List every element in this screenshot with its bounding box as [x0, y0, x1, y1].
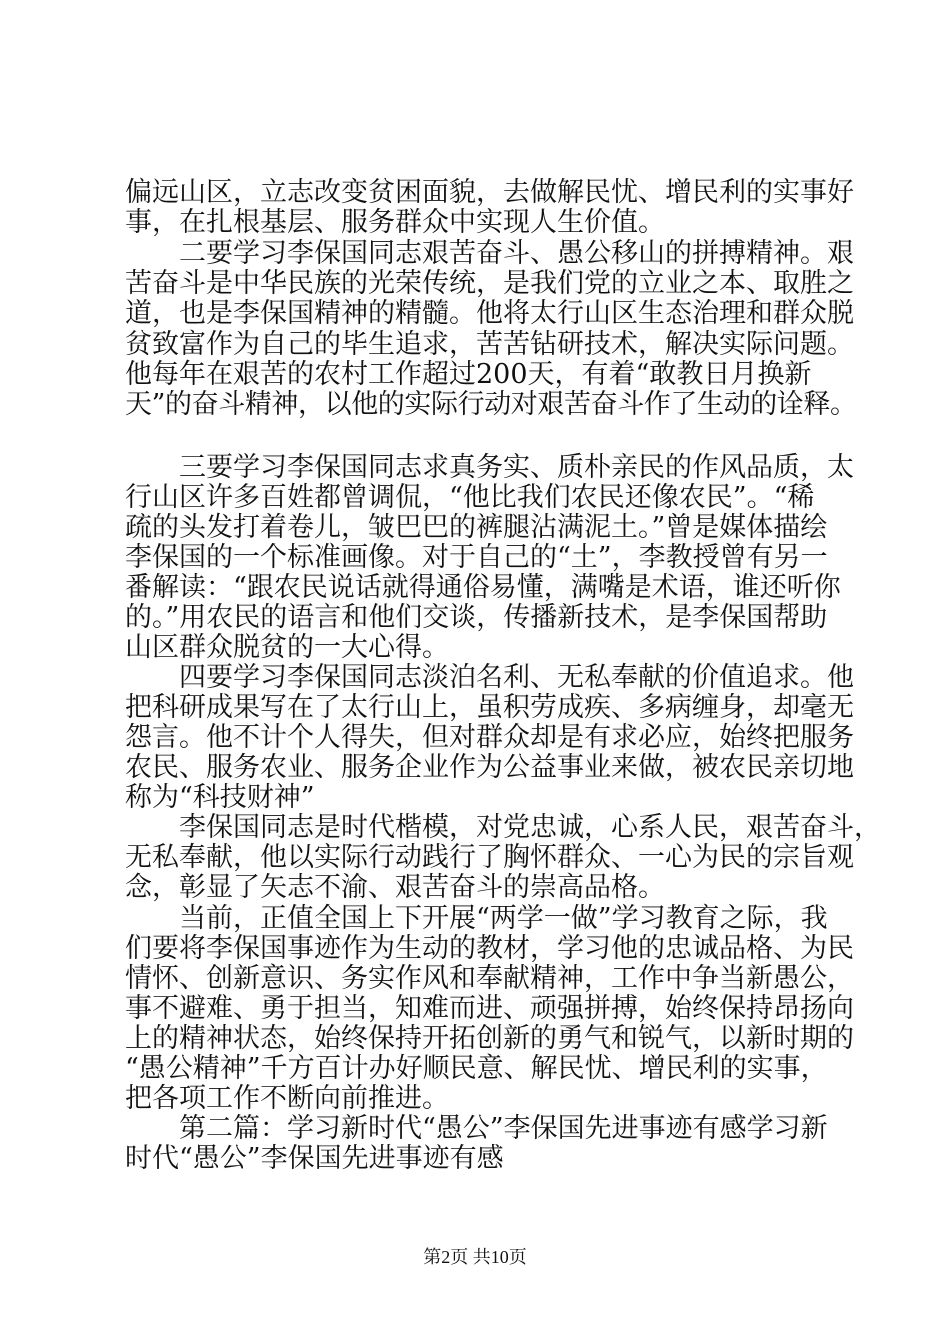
- text-line: 三要学习李保国同志求真务实、质朴亲民的作风品质，太: [125, 452, 854, 483]
- text-line: 贫致富作为自己的毕生追求，苦苦钻研技术，解决实际问题。: [125, 329, 854, 360]
- text-line: 念，彰显了矢志不渝、艰苦奋斗的崇高品格。: [125, 872, 665, 903]
- text-line: 山区群众脱贫的一大心得。: [125, 632, 449, 663]
- text-line: 李保国的一个标准画像。对于自己的“土”，李教授曾有另一: [125, 542, 828, 573]
- text-line: 偏远山区，立志改变贫困面貌，去做解民忧、增民利的实事好: [125, 177, 854, 208]
- text-line: 时代“愚公”李保国先进事迹有感: [125, 1143, 504, 1174]
- text-line: 无私奉献，他以实际行动践行了胸怀群众、一心为民的宗旨观: [125, 842, 854, 873]
- text-line: 李保国同志是时代楷模，对党忠诚，心系人民，艰苦奋斗，: [125, 812, 881, 843]
- page-number-footer: 第2页 共10页: [423, 1247, 527, 1267]
- text-line: “愚公精神”千方百计办好顺民意、解民忧、增民利的实事，: [125, 1053, 828, 1084]
- text-line: 情怀、创新意识、务实作风和奉献精神，工作中争当新愚公，: [125, 963, 854, 994]
- text-line: 他每年在艰苦的农村工作超过200天，有着“敢教日月换新: [125, 359, 812, 390]
- text-line: 当前，正值全国上下开展“两学一做”学习教育之际，我: [125, 903, 828, 934]
- text-line: 道，也是李保国精神的精髓。他将太行山区生态治理和群众脱: [125, 298, 854, 329]
- text-line: 四要学习李保国同志淡泊名利、无私奉献的价值追求。他: [125, 662, 854, 693]
- text-line: 事，在扎根基层、服务群众中实现人生价值。: [125, 207, 665, 238]
- text-line: 苦奋斗是中华民族的光荣传统，是我们党的立业之本、取胜之: [125, 268, 854, 299]
- text-line: 怨言。他不计个人得失，但对群众却是有求必应，始终把服务: [125, 722, 854, 753]
- text-line: 把科研成果写在了太行山上，虽积劳成疾、多病缠身，却毫无: [125, 692, 854, 723]
- text-line: 第二篇：学习新时代“愚公”李保国先进事迹有感学习新: [125, 1113, 828, 1144]
- text-line: 上的精神状态，始终保持开拓创新的勇气和锐气，以新时期的: [125, 1023, 854, 1054]
- text-line: 行山区许多百姓都曾调侃，“他比我们农民还像农民”。“稀: [125, 482, 815, 513]
- text-line: 称为“科技财神”: [125, 782, 315, 813]
- text-line: 番解读：“跟农民说话就得通俗易懂，满嘴是术语，谁还听你: [125, 572, 841, 603]
- text-line: 事不避难、勇于担当，知难而进、顽强拼搏，始终保持昂扬向: [125, 993, 854, 1024]
- text-line: 疏的头发打着卷儿，皱巴巴的裤腿沾满泥土。”曾是媒体描绘: [125, 512, 828, 543]
- text-line: 天”的奋斗精神，以他的实际行动对艰苦奋斗作了生动的诠释。: [125, 389, 857, 420]
- text-line: 二要学习李保国同志艰苦奋斗、愚公移山的拼搏精神。艰: [125, 238, 854, 269]
- text-line: 们要将李保国事迹作为生动的教材，学习他的忠诚品格、为民: [125, 933, 854, 964]
- text-line: 农民、服务农业、服务企业作为公益事业来做，被农民亲切地: [125, 752, 854, 783]
- text-line: 的。”用农民的语言和他们交谈，传播新技术，是李保国帮助: [125, 602, 828, 633]
- text-line: 把各项工作不断向前推进。: [125, 1083, 449, 1114]
